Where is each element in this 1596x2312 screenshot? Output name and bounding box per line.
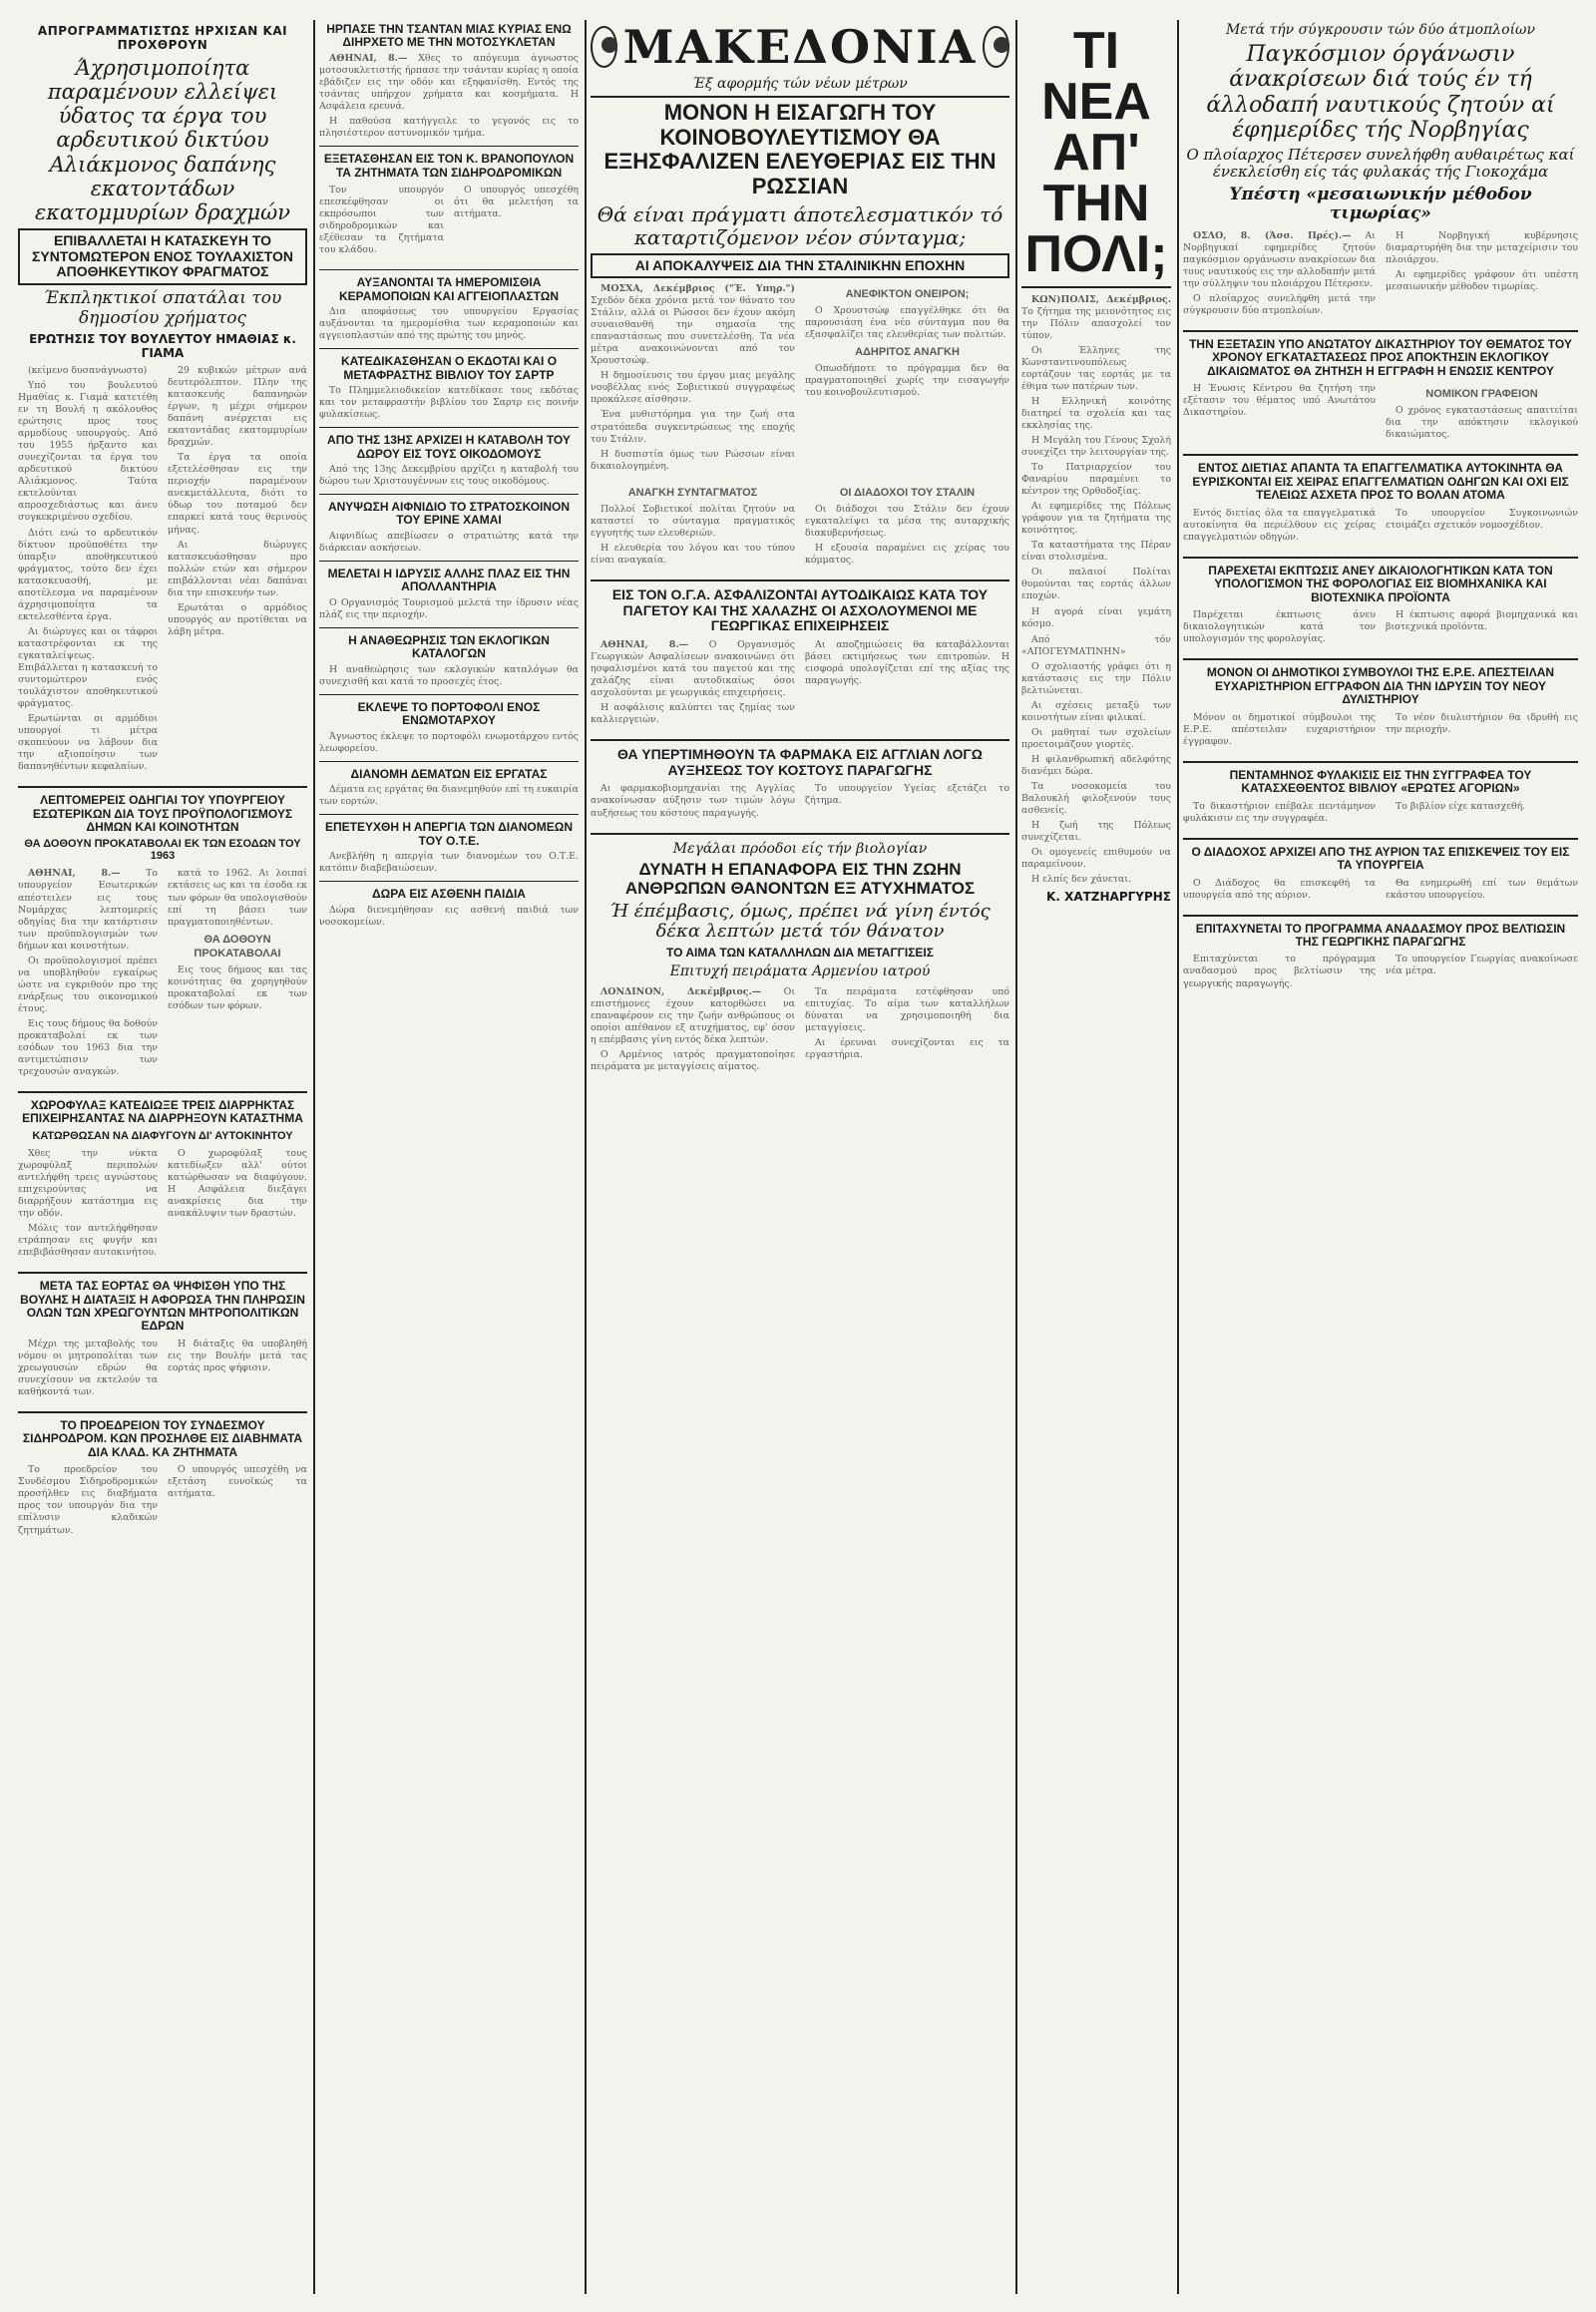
headline-land-consolidation: ΕΠΙΤΑΧΥΝΕΤΑΙ ΤΟ ΠΡΟΓΡΑΜΜΑ ΑΝΑΔΑΣΜΟΥ ΠΡΟΣ ΒΕΛΤΙΩΣΙΝ ΤΗΣ ΓΕΩΡΓΙΚΗΣ ΠΑΡΑΓΩΓΗΣ bbox=[1195, 921, 1566, 950]
column-4 bbox=[1021, 20, 1171, 2294]
article-body: Το υπουργείον Υγείας εξετάζει το ζήτημα. bbox=[805, 783, 1009, 807]
article-body: Δέματα εις εργάτας θα διανεμηθούν επί τη ευκαιρία των εορτών. bbox=[319, 784, 579, 808]
article-body: ΛΟΝΔΙΝΟΝ, Δεκέμβριος.— Οι επιστήμονες έχουν κατορθώσει να επαναφέρουν εις την ζωήν ανθρώπους οι οποίοι απέθανον εξ ατυχήματος, εφ' όσον η επέμβασις γίνη εντός δέκα λεπτών. Ο Αρμένιος ιατρός πραγματοποίησε πειράματα με μεταγγίσεις αίματος. bbox=[591, 985, 795, 1072]
signature: Κ. ΧΑΤΖΗΑΡΓΥΡΗΣ bbox=[1046, 890, 1171, 905]
article-body: κατά το 1962. Αι λοιπαί εκτάσεις ως και τα έσοδα εκ των φόρων θα υπολογισθούν επί τη βάσει των πραγματοποιηθέντων. ΘΑ ΔΟΘΟΥΝ ΠΡΟΚΑΤΑΒΟΛΑΙ Εις τους δήμους και τας κοινότητας θα χορηγηθούν προκαταβολαί εκ των εσόδων των φόρων. bbox=[168, 868, 307, 1011]
headline-taxis: ΕΝΤΟΣ ΔΙΕΤΙΑΣ ΑΠΑΝΤΑ ΤΑ ΕΠΑΓΓΕΛΜΑΤΙΚΑ ΑΥΤΟΚΙΝΗΤΑ ΘΑ ΕΥΡΙΣΚΟΝΤΑΙ ΕΙΣ ΧΕΙΡΑΣ ΕΠΑΓΓΕΛΜΑΤΙΩΝ ΟΔΗΓΩΝ ΚΑΙ ΟΧΙ ΕΙΣ ΤΕΛΕΙΩΣ ΑΣΧΕΤΑ ΠΡΟΣ ΤΟ ΒΟΛΑΝ ΑΤΟΜΑ bbox=[1192, 461, 1569, 503]
headline-norway: Παγκόσμιον όργάνωσιν άνακρίσεων διά τούς έν τή άλλοδαπή ναυτικούς ζητούν αί έφημερίδες τής Νορβηγίας bbox=[1206, 42, 1555, 143]
kicker: ΑΠΡΟΓΡΑΜΜΑΤΙΣΤΩΣ ΗΡΧΙΣΑΝ ΚΑΙ ΠΡΟΧΘΡΟΥΝ bbox=[37, 24, 288, 52]
article-body: Ο υπουργός υπεσχέθη να εξετάση ευνοϊκώς τα αιτήματα. bbox=[168, 1464, 307, 1500]
article-body: Η Νορβηγική κυβέρνησις διαμαρτυρήθη δια την μεταχείρισιν του πλοιάρχου. Αι εφημερίδες γράφουν ότι υπέστη μεσαιωνικήν μέθοδον τιμωρίας. bbox=[1386, 229, 1578, 292]
article-body: ΝΟΜΙΚΟΝ ΓΡΑΦΕΙΟΝ Ο χρόνος εγκαταστάσεως απαιτείται δια την απόκτησιν εκλογικού δικαιώματος. bbox=[1386, 388, 1578, 441]
headline-russia: ΜΟΝΟΝ Η ΕΙΣΑΓΩΓΗ ΤΟΥ ΚΟΙΝΟΒΟΥΛΕΥΤΙΣΜΟΥ ΘΑ ΕΞΗΣΦΑΛΙΖΕΝ ΕΛΕΥΘΕΡΙΑΣ ΕΙΣ ΤΗΝ ΡΩΣΣΙΑΝ bbox=[603, 100, 997, 198]
headline-book-author: ΠΕΝΤΑΜΗΝΟΣ ΦΥΛΑΚΙΣΙΣ ΕΙΣ ΤΗΝ ΣΥΓΓΡΑΦΕΑ ΤΟΥ ΚΑΤΑΣΧΕΘΕΝΤΟΣ ΒΙΒΛΙΟΥ «ΕΡΩΤΕΣ ΑΓΟΡΙΩΝ» bbox=[1229, 767, 1532, 796]
byline: ΕΡΩΤΗΣΙΣ ΤΟΥ ΒΟΥΛΕΥΤΟΥ ΗΜΑΘΙΑΣ κ. ΓΙΑΜΑ bbox=[29, 332, 296, 361]
article-body: Η αναθεώρησις των εκλογικών καταλόγων θα συνεχισθή και κατά το προσεχές έτος. bbox=[319, 663, 579, 687]
article-body: Το υπουργείον Συγκοινωνιών ετοιμάζει σχετικόν νομοσχέδιον. bbox=[1386, 507, 1578, 531]
emblem-icon bbox=[983, 26, 1009, 68]
section-subhead: ΟΙ ΔΙΑΔΟΧΟΙ ΤΟΥ ΣΤΑΛΙΝ bbox=[839, 486, 976, 499]
column-rule bbox=[1177, 20, 1179, 2294]
article-body: Αι αποζημιώσεις θα καταβάλλονται βάσει εκτιμήσεως των επιτροπών. Η εισφορά υπολογίζεται επί της αξίας της παραγωγής. bbox=[805, 638, 1009, 686]
article-body: Εντός διετίας όλα τα επαγγελματικά αυτοκίνητα θα περιέλθουν εις χείρας επαγγελματιών οδηγών. bbox=[1183, 507, 1376, 543]
headline-crown-prince: Ο ΔΙΑΔΟΧΟΣ ΑΡΧΙΖΕΙ ΑΠΟ ΤΗΣ ΑΥΡΙΟΝ ΤΑΣ ΕΠΙΣΚΕΨΕΙΣ ΤΟΥ ΕΙΣ ΤΑ ΥΠΟΥΡΓΕΙΑ bbox=[1191, 844, 1570, 873]
headline-supreme-court: ΤΗΝ ΕΞΕΤΑΣΙΝ ΥΠΟ ΑΝΩΤΑΤΟΥ ΔΙΚΑΣΤΗΡΙΟΥ ΤΟΥ ΘΕΜΑΤΟΣ ΤΟΥ ΧΡΟΝΟΥ ΕΓΚΑΤΑΣΤΑΣΕΩΣ ΠΡΟΣ ΑΠΟΚΤΗΣΙΝ ΕΚΛΟΓΙΚΟΥ ΔΙΚΑΙΩΜΑΤΟΣ ΘΑ ΖΗΤΗΣΗ Η ΕΓΓΡΑΦΗ Η ΕΝΩΣΙΣ ΚΕΝΤΡΟΥ bbox=[1189, 337, 1572, 378]
article-body: Από της 13ης Δεκεμβρίου αρχίζει η καταβολή του δώρου των Χριστουγέννων εις τους οικοδόμους. bbox=[319, 463, 579, 487]
article-body: 29 κυβικών μέτρων ανά δευτερόλεπτον. Πλην της κατασκευής δαπανηρών έργων, η μέχρι σήμερον δαπάνη ανέρχεται εις εκατοντάδας εκατομμυρίων δραχμών. Τα έργα τα οποία εξετελέσθησαν εις την περιοχήν παραμένουν ανεκμετάλλευτα, διότι το ύδωρ του ποταμού δεν επαρκεί κατά τους θερινούς μήνας. Αι διώρυγες κατασκευάσθησαν προ πολλών ετών και σήμερον επιβάλλονται νέαι δαπάναι δια την επισκευήν των. Ερωτάται ο αρμόδιος υπουργός αν προτίθεται να λάβη μέτρα. bbox=[168, 365, 307, 637]
headline-bag-snatch: ΗΡΠΑΣΕ ΤΗΝ ΤΣΑΝΤΑΝ ΜΙΑΣ ΚΥΡΙΑΣ ΕΝΩ ΔΙΗΡΧΕΤΟ ΜΕ ΤΗΝ ΜΟΤΟΣΥΚΛΕΤΑΝ bbox=[326, 22, 572, 50]
dateline: ΚΩΝ)ΠΟΛΙΣ, Δεκέμβριος. bbox=[1031, 293, 1171, 305]
article-body: Χθες την νύκτα χωροφύλαξ περιπολών αντελήφθη τρεις αγνώστους επιχειρούντας να διαρρήξουν κατάστημα εις την οδόν. Μόλις τον αντελήφθησαν ετράπησαν εις φυγήν και επεβιβάσθησαν αυτοκινήτου. bbox=[18, 1147, 158, 1259]
article-body: ΑΘΗΝΑΙ, 8.— Χθες το απόγευμα άγνωστος μοτοσυκλετιστής ήρπασε την τσάνταν κυρίας η οποία εβάδιζεν εις την οδόν και εξηφανίσθη. Εντός της τσάντας υπήρχον χρήματα και κοσμήματα. Η Ασφάλεια ερευνά. Η παθούσα κατήγγειλε το γεγονός εις το πλησιέστερον αστυνομικόν τμήμα. bbox=[319, 52, 579, 140]
article-body: Άγνωστος έκλεψε το πορτοφόλι ενωμοτάρχου εντός λεωφορείου. bbox=[319, 730, 579, 754]
subheadline-advances: ΘΑ ΔΟΘΟΥΝ ΠΡΟΚΑΤΑΒΟΛΑΙ ΕΚ ΤΩΝ ΕΣΟΔΩΝ ΤΟΥ 1963 bbox=[24, 838, 301, 863]
headline-revival: ΔΥΝΑΤΗ Η ΕΠΑΝΑΦΟΡΑ ΕΙΣ ΤΗΝ ΖΩΗΝ ΑΝΘΡΩΠΩΝ ΘΑΝΟΝΤΩΝ ΕΞ ΑΤΥΧΗΜΑΤΟΣ bbox=[624, 859, 976, 898]
section-subhead: ΑΔΗΡΙΤΟΣ ΑΝΑΓΚΗ bbox=[855, 346, 960, 359]
headline-aliakmon: Άχρησιμοποίητα παραμένουν ελλείψει ύδατος τα έργα του αρδευτικού δικτύου Αλιάκμονος δαπάνης εκατοντάδων εκατομμυρίων δραχμών bbox=[34, 56, 291, 224]
quote-source: Από τόν «ΑΠΟΓΕΥΜΑΤΙΝΗΝ» bbox=[1021, 633, 1171, 657]
article-body: Δώρα διενεμήθησαν εις ασθενή παιδιά των νοσοκομείων. bbox=[319, 904, 579, 928]
newspaper-page bbox=[18, 20, 1578, 2294]
article-body: ΟΙ ΔΙΑΔΟΧΟΙ ΤΟΥ ΣΤΑΛΙΝ Οι διάδοχοι του Στάλιν δεν έχουν εγκαταλείψει τα μέσα της αυταρχικής διακυβερνήσεως. Η εξουσία παραμένει εις χείρας του κόμματος. bbox=[805, 486, 1009, 566]
article-body: Ο Οργανισμός Τουρισμού μελετά την ίδρυσιν νέας πλάζ εις την περιοχήν. bbox=[319, 596, 579, 620]
headline-builders-gift: ΑΠΟ ΤΗΣ 13ΗΣ ΑΡΧΙΖΕΙ Η ΚΑΤΑΒΟΛΗ ΤΟΥ ΔΩΡΟΥ ΕΙΣ ΤΟΥΣ ΟΙΚΟΔΟΜΟΥΣ bbox=[327, 433, 571, 461]
headline-wallet: ΕΚΛΕΨΕ ΤΟ ΠΟΡΤΟΦΟΛΙ ΕΝΟΣ ΕΝΩΜΟΤΑΡΧΟΥ bbox=[357, 699, 541, 728]
article-body: ΑΘΗΝΑΙ, 8.— Ο Οργανισμός Γεωργικών Ασφαλίσεων ανακοινώνει ότι ησφαλισμένοι κατά του παγετού και της χαλάζης είναι αυτοδικαίως όσοι ασχολούνται με γεωργικάς επιχειρήσεις. Η ασφάλισις καλύπτει τας ζημίας των καλλιεργειών. bbox=[591, 638, 795, 726]
article-body: Τον υπουργόν επεσκέφθησαν οι εκπρόσωποι των σιδηροδρομικών και εξέθεσαν τα ζητήματα του κλάδου. bbox=[319, 184, 444, 256]
headline-councillors: ΜΟΝΟΝ ΟΙ ΔΗΜΟΤΙΚΟΙ ΣΥΜΒΟΥΛΟΙ ΤΗΣ Ε.Ρ.Ε. ΑΠΕΣΤΕΙΛΑΝ ΕΥΧΑΡΙΣΤΗΡΙΟΝ ΕΓΓΡΑΦΟΝ ΔΙΑ ΤΗΝ ΙΔΡΥΣΙΝ ΤΟΥ ΝΕΟΥ ΔΥΛΙΣΤΗΡΙΟΥ bbox=[1206, 665, 1555, 707]
article-body: Μέχρι της μεταβολής του νόμου οι μητροπολίται των χρεωγουσών εδρών θα συνεχίσουν να εκτελούν τα καθήκοντά των. bbox=[18, 1338, 158, 1397]
headline-budgets: ΛΕΠΤΟΜΕΡΕΙΣ ΟΔΗΓΙΑΙ ΤΟΥ ΥΠΟΥΡΓΕΙΟΥ ΕΣΩΤΕΡΙΚΩΝ ΔΙΑ ΤΟΥΣ ΠΡΟΫΠΟΛΟΓΙΣΜΟΥΣ ΔΗΜΩΝ ΚΑΙ ΚΟΙΝΟΤΗΤΩΝ bbox=[32, 793, 293, 834]
article-body: Το νέον διυλιστήριον θα ιδρυθή εις την περιοχήν. bbox=[1386, 711, 1578, 735]
column-rule bbox=[1015, 20, 1017, 2294]
subheadline-constitution: Θά είναι πράγματι άποτελεσματικόν τό καταρτιζόμενον νέον σύνταγμα; bbox=[597, 201, 1003, 249]
article-body: Το Πλημμελειοδικείον κατεδίκασε τους εκδότας και τον μεταφραστήν βιβλίου του Σαρτρ εις ποινήν φυλακίσεως. bbox=[319, 385, 579, 421]
column-title: ΤΙ ΝΕΑ ΑΠ' ΤΗΝ ΠΟΛΙ; bbox=[1024, 22, 1168, 283]
article-body: Το δικαστήριον επέβαλε πεντάμηνον φυλάκισιν εις την συγγραφέα. bbox=[1183, 800, 1376, 824]
column-rule bbox=[313, 20, 315, 2294]
kicker: Έξ αφορμής τών νέων μέτρων bbox=[692, 76, 908, 92]
column-2 bbox=[319, 20, 579, 2294]
dateline: ΟΣΛΟ, 8. (Άσσ. Πρές).— bbox=[1193, 229, 1352, 241]
headline-military: ΑΝΥΨΩΣΗ ΑΙΦΝΙΔΙΟ ΤΟ ΣΤΡΑΤΟΣΚΟΙΝΟΝ ΤΟΥ ΕΡΙΝΕ ΧΑΜΑΙ bbox=[327, 500, 571, 528]
subheadline-advances-2: ΘΑ ΔΟΘΟΥΝ ΠΡΟΚΑΤΑΒΟΛΑΙ bbox=[194, 933, 281, 960]
article-body: Επιταχύνεται το πρόγραμμα αναδασμού προς βελτίωσιν της γεωργικής παραγωγής. bbox=[1183, 954, 1376, 989]
article-body: Δια αποφάσεως του υπουργείου Εργασίας αυξάνονται τα ημερομίσθια των κεραμοποιών και αγγειοπλαστών από της πρώτης του μηνός. bbox=[319, 306, 579, 342]
dateline: ΑΘΗΝΑΙ, 8.— bbox=[28, 868, 121, 880]
subheadline-stalin: ΑΙ ΑΠΟΚΑΛΥΨΕΙΣ ΔΙΑ ΤΗΝ ΣΤΑΛΙΝΙΚΗΝ ΕΠΟΧΗΝ bbox=[591, 253, 1009, 279]
headline-electoral-lists: Η ΑΝΑΘΕΩΡΗΣΙΣ ΤΩΝ ΕΚΛΟΓΙΚΩΝ ΚΑΤΑΛΟΓΩΝ bbox=[348, 632, 550, 661]
article-body: Τα πειράματα εστέφθησαν υπό επιτυχίας. Το αίμα των καταλλήλων δύναται να χρησιμοποιηθή δια μεταγγίσεις. Αι έρευναι συνεχίζονται εις τα εργαστήρια. bbox=[805, 985, 1009, 1060]
article-body: Ο υπουργός υπεσχέθη ότι θα μελετήση τα αιτήματα. bbox=[454, 184, 579, 220]
headline-metropoleis: ΜΕΤΑ ΤΑΣ ΕΟΡΤΑΣ ΘΑ ΨΗΦΙΣΘΗ ΥΠΟ ΤΗΣ ΒΟΥΛΗΣ Η ΔΙΑΤΑΞΙΣ Η ΑΦΟΡΩΣΑ ΤΗΝ ΠΛΗΡΩΣΙΝ ΟΛΩΝ ΤΩΝ ΧΡΕΩΓΟΥΝΤΩΝ ΜΗΤΡΟΠΟΛΙΤΙΚΩΝ ΕΔΡΩΝ bbox=[20, 1279, 305, 1334]
kicker: Μετά τήν σύγκρουσιν τών δύο άτμοπλοίων bbox=[1226, 22, 1535, 38]
headline-sartre: ΚΑΤΕΔΙΚΑΣΘΗΣΑΝ Ο ΕΚΔΟΤΑΙ ΚΑΙ Ο ΜΕΤΑΦΡΑΣΤΗΣ ΒΙΒΛΙΟΥ ΤΟΥ ΣΑΡΤΡ bbox=[340, 354, 558, 382]
filler-text: (κείμενο δυσανάγνωστο) bbox=[28, 365, 148, 377]
headline-ote-strike: ΕΠΕΤΕΥΧΘΗ Η ΑΠΕΡΓΙΑ ΤΩΝ ΔΙΑΝΟΜΕΩΝ ΤΟΥ Ο.Τ.Ε. bbox=[325, 820, 573, 848]
headline-railway: ΕΞΕΤΑΣΘΗΣΑΝ ΕΙΣ ΤΟΝ Κ. ΒΡΑΝΟΠΟΥΛΟΝ ΤΑ ΖΗΤΗΜΑΤΑ ΤΩΝ ΣΙΔΗΡΟΔΡΟΜΙΚΩΝ bbox=[323, 152, 575, 180]
article-body: ΑΘΗΝΑΙ, 8.— Το υπουργείον Εσωτερικών απέστειλεν εις τους Νομάρχας λεπτομερείς οδηγίας δια την κατάρτισιν των προϋπολογισμών των δήμων και κοινοτήτων. Οι προϋπολογισμοί πρέπει να υποβληθούν εγκαίρως ώστε να εγκριθούν προ της ενάρξεως του οικονομικού έτους. Εις τους δήμους θα δοθούν προκαταβολαί εκ των εσόδων του 1963 δια την αντιμετώπισιν των τρεχουσών αναγκών. bbox=[18, 868, 158, 1077]
column-rule bbox=[585, 20, 587, 2294]
subheadline-blood: ΤΟ ΑΙΜΑ ΤΩΝ ΚΑΤΑΛΛΗΛΩΝ ΔΙΑ ΜΕΤΑΓΓΙΣΕΙΣ bbox=[666, 945, 934, 960]
headline-burglars: ΧΩΡΟΦΥΛΑΞ ΚΑΤΕΔΙΩΞΕ ΤΡΕΙΣ ΔΙΑΡΡΗΚΤΑΣ ΕΠΙΧΕΙΡΗΣΑΝΤΑΣ ΝΑ ΔΙΑΡΡΗΞΟΥΝ ΚΑΤΑΣΤΗΜΑ bbox=[22, 1097, 303, 1126]
column-1 bbox=[18, 20, 307, 2294]
headline-beach: ΜΕΛΕΤΑΙ Η ΙΔΡΥΣΙΣ ΑΛΛΗΣ ΠΛΑΖ ΕΙΣ ΤΗΝ ΑΠΟΛΛΑΝΤΗΡΙΑ bbox=[327, 566, 571, 594]
article-body: Από τόν «ΑΠΟΓΕΥΜΑΤΙΝΗΝ» Ο σχολιαστής γράφει ότι η κατάστασις εις την Πόλιν βελτιώνεται. Αι σχέσεις μεταξύ των κοινοτήτων είναι φιλικαί. Οι μαθηταί των σχολείων προετοιμάζουν γιορτές. Η φιλανθρωπική αδελφότης διανέμει δώρα. Τα νοσοκομεία του Βαλουκλή φιλοξενούν τους ασθενείς. Η ζωή της Πόλεως συνεχίζεται. Οι ομογενείς επιθυμούν να παραμείνουν. Η ελπίς δεν χάνεται. bbox=[1021, 633, 1171, 886]
article-body: ΜΟΣΧΑ, Δεκέμβριος ("Έ. Υπηρ.") Σχεδόν δέκα χρόνια μετά τον θάνατο του Στάλιν, αλλά οι Ρώσσοι δεν έχουν ακόμη συναισθανθή την σημασία της επαναστάσεως που συνετελέσθη. Τα νέα μέτρα ανακοινώνονται από τον Χρουστσώφ. Η δημοσίευσις του έργου μιας μεγάλης νουβέλλας ενός Σοβιετικού συγγραφέως προκάλεσε αίσθησιν. Ένα μυθιστόρημα για την ζωή στα στρατόπεδα συγκεντρώσεως της εποχής του Στάλιν. Η δυσπιστία όμως των Ρώσσων είναι δικαιολογημένη. bbox=[591, 283, 795, 472]
dateline: ΑΘΗΝΑΙ, 8.— bbox=[329, 52, 408, 64]
subheadline-waste: Έκπληκτικοί σπατάλαι του δημοσίου χρήματος bbox=[43, 288, 282, 328]
article-body: Θα ενημερωθή επί των θεμάτων εκάστου υπουργείου. bbox=[1386, 877, 1578, 901]
article-body: Ανεβλήθη η απεργία των διανομέων του Ο.Τ.Ε. κατόπιν διαβεβαιώσεων. bbox=[319, 851, 579, 875]
article-body: Αιφνιδίως απεβίωσεν ο στρατιώτης κατά την διάρκειαν ασκήσεων. bbox=[319, 530, 579, 554]
article-body: ΑΝΕΦΙΚΤΟΝ ΟΝΕΙΡΟΝ; Ο Χρουστσώφ επαγγέλθηκε ότι θα παρουσιάση ένα νέο σύνταγμα που θα εξασφαλίζει τας ελευθερίας των πολιτών. ΑΔΗΡΙΤΟΣ ΑΝΑΓΚΗ Οπωσδήποτε το πρόγραμμα δεν θα πραγματοποιηθεί χωρίς την εισαγωγήν του κοινοβουλευτισμού. bbox=[805, 288, 1009, 399]
subheadline-petersen: Ο πλοίαρχος Πέτερσεν συνελήφθη αυθαιρέτως καί ένεκλείσθη είς τάς φυλακάς τής Γιοκοχάμα bbox=[1186, 146, 1575, 182]
headline-oga-insurance: ΕΙΣ ΤΟΝ Ο.Γ.Α. ΑΣΦΑΛΙΖΟΝΤΑΙ ΑΥΤΟΔΙΚΑΙΩΣ ΚΑΤΑ ΤΟΥ ΠΑΓΕΤΟΥ ΚΑΙ ΤΗΣ ΧΑΛΑΖΗΣ ΟΙ ΑΣΧΟΛΟΥΜΕΝΟΙ ΜΕ ΓΕΩΡΓΙΚΑΣ ΕΠΙΧΕΙΡΗΣΕΙΣ bbox=[611, 585, 989, 634]
headline-gifts-children: ΔΩΡΑ ΕΙΣ ΑΣΘΕΝΗ ΠΑΙΔΙΑ bbox=[372, 887, 526, 902]
masthead bbox=[591, 20, 1009, 98]
article-body: Ο Διάδοχος θα επισκεφθή τα υπουργεία από της αύριον. bbox=[1183, 877, 1376, 901]
emblem-icon bbox=[591, 26, 617, 68]
headline-railway-union: ΤΟ ΠΡΟΕΔΡΕΙΟΝ ΤΟΥ ΣΥΝΔΕΣΜΟΥ ΣΙΔΗΡΟΔΡΟΜ. ΚΩΝ ΠΡΟΣΗΛΘΕ ΕΙΣ ΔΙΑΒΗΜΑΤΑ ΔΙΑ ΚΛΑΔ. ΚΑ ΖΗΤΗΜΑΤΑ bbox=[22, 1418, 303, 1459]
article-body: ΚΩΝ)ΠΟΛΙΣ, Δεκέμβριος. Το ζήτημα της μειονότητος εις την Πόλιν απασχολεί τον τύπον. Οι Έλληνες της Κωνσταντινουπόλεως εορτάζουν τας εορτάς με τα έθιμα των πατέρων των. Η Ελληνική κοινότης διατηρεί τα σχολεία και τας εκκλησίας της. Η Μεγάλη του Γένους Σχολή συνεχίζει την λειτουργίαν της. Το Πατριαρχείον του Φαναρίου παραμένει το κέντρον της Ορθοδοξίας. Αι εφημερίδες της Πόλεως γράφουν για τα ζητήματα της κοινότητος. Τα καταστήματα της Πέραν είναι στολισμένα. Οι παλαιοί Πολίται θυμούνται τας εορτάς άλλων εποχών. Η αγορά είναι γεμάτη κόσμο. bbox=[1021, 293, 1171, 629]
headline-wages: ΑΥΞΑΝΟΝΤΑΙ ΤΑ ΗΜΕΡΟΜΙΣΘΙΑ ΚΕΡΑΜΟΠΟΙΩΝ ΚΑΙ ΑΓΓΕΙΟΠΛΑΣΤΩΝ bbox=[339, 275, 559, 303]
headline-parcels: ΔΙΑΝΟΜΗ ΔΕΜΑΤΩΝ ΕΙΣ ΕΡΓΑΤΑΣ bbox=[350, 766, 548, 781]
article-body: Το υπουργείον Γεωργίας ανακοίνωσε νέα μέτρα. bbox=[1386, 954, 1578, 977]
subheadline-ten-minutes: Ή έπέμβασις, όμως, πρέπει νά γίνη έντός δέκα λεπτών μετά τόν θάνατον bbox=[609, 900, 991, 943]
dateline: ΛΟΝΔΙΝΟΝ, Δεκέμβριος.— bbox=[600, 985, 762, 997]
article-body: Αι φαρμακοβιομηχανίαι της Αγγλίας ανακοίνωσαν αύξησιν των τιμών λόγω αυξήσεως του κόστους παραγωγής. bbox=[591, 783, 795, 819]
kicker: Μεγάλαι πρόοδοι είς τήν βιολογίαν bbox=[672, 840, 928, 857]
center-block bbox=[591, 20, 1009, 2294]
article-body: Μόνον οι δημοτικοί σύμβουλοι της Ε.Ρ.Ε. απέστειλαν ευχαριστήριον έγγραφον. bbox=[1183, 711, 1376, 747]
article-body: ΟΣΛΟ, 8. (Άσσ. Πρές).— Αι Νορβηγικαί εφημερίδες ζητούν παγκόσμιον οργάνωσιν ανακρίσεων δια τους ναυτικούς εις την αλλοδαπήν μετά την σύλληψιν του πλοιάρχου Πέτερσεν. Ο πλοίαρχος συνελήφθη μετά την σύγκρουσιν δύο ατμοπλοίων. bbox=[1183, 229, 1376, 316]
headline-medicines: ΘΑ ΥΠΕΡΤΙΜΗΘΟΥΝ ΤΑ ΦΑΡΜΑΚΑ ΕΙΣ ΑΓΓΛΙΑΝ ΛΟΓΩ ΑΥΞΗΣΕΩΣ ΤΟΥ ΚΟΣΤΟΥΣ ΠΑΡΑΓΩΓΗΣ bbox=[616, 746, 983, 778]
article-body: Παρέχεται έκπτωσις άνευ δικαιολογητικών κατά τον υπολογισμόν της φορολογίας. bbox=[1183, 609, 1376, 645]
section-subhead: ΝΟΜΙΚΟΝ ΓΡΑΦΕΙΟΝ bbox=[1425, 388, 1538, 401]
article-body: Η έκπτωσις αφορά βιομηχανικά και βιοτεχνικά προϊόντα. bbox=[1386, 609, 1578, 633]
headline-tax-deduction: ΠΑΡΕΧΕΤΑΙ ΕΚΠΤΩΣΙΣ ΑΝΕΥ ΔΙΚΑΙΟΛΟΓΗΤΙΚΩΝ ΚΑΤΑ ΤΟΝ ΥΠΟΛΟΓΙΣΜΟΝ ΤΗΣ ΦΟΡΟΛΟΓΙΑΣ ΕΙΣ ΒΙΟΜΗΧΑΝΙΚΑ ΚΑΙ ΒΙΟΤΕΧΝΙΚΑ ΠΡΟΪΟΝΤΑ bbox=[1208, 563, 1553, 604]
article-body: Η Ένωσις Κέντρου θα ζητήση την εξέτασιν του θέματος υπό Ανωτάτου Δικαστηρίου. bbox=[1183, 383, 1376, 419]
subheadline-medieval: Υπέστη «μεσαιωνικήν μέθοδον τιμωρίας» bbox=[1229, 184, 1532, 224]
article-body: Η διάταξις θα υποβληθή εις την Βουλήν μετά τας εορτάς προς ψήφισιν. bbox=[168, 1338, 307, 1373]
article-body: Ο χωροφύλαξ τους κατεδίωξεν αλλ' ούτοι κατώρθωσαν να διαφύγουν. Η Ασφάλεια διεξάγει ανακρίσεις δια την ανακάλυψιν των δραστών. bbox=[168, 1147, 307, 1219]
article-body: Το προεδρείον του Συνδέσμου Σιδηροδρομικών προσήλθεν εις διαβήματα προς τον υπουργόν δια την επίλυσιν κλαδικών ζητημάτων. bbox=[18, 1464, 158, 1536]
article-body: Το βιβλίον είχε κατασχεθή. bbox=[1396, 800, 1526, 812]
dateline: ΜΟΣΧΑ, Δεκέμβριος ("Έ. Υπηρ.") bbox=[600, 283, 795, 295]
section-subhead: ΑΝΕΦΙΚΤΟΝ ΟΝΕΙΡΟΝ; bbox=[845, 288, 970, 301]
subheadline-experiments: Επιτυχή πειράματα Αρμενίου ιατρού bbox=[669, 963, 931, 980]
subheadline-escape: ΚΑΤΩΡΘΩΣΑΝ ΝΑ ΔΙΑΦΥΓΟΥΝ ΔΙ' ΑΥΤΟΚΙΝΗΤΟΥ bbox=[32, 1129, 293, 1142]
dateline: ΑΘΗΝΑΙ, 8.— bbox=[600, 638, 688, 650]
article-body: (κείμενο δυσανάγνωστο) Υπό του βουλευτού Ημαθίας κ. Γιαμά κατετέθη εν τη Βουλή η ακόλουθος ερώτησις προς τους αρμοδίους υπουργούς. Από του 1955 ήρξαντο και συνεχίζονται τα έργα του αρδευτικού δικτύου Αλιάκμονος. Ταύτα εκτελούνται απροσχεδιάστως και άνευ συγκεκριμένου σχεδίου. Διότι ενώ το αρδευτικόν δίκτυον προϋποθέτει την ύπαρξιν αποθηκευτικού φράγματος, τούτο δεν έχει κατασκευασθή, με αποτέλεσμα να παραμένουν άχρησιμοποίητα τα εκτελεσθέντα έργα. Αι διώρυγες και οι τάφροι καταστρέφονται εκ της εγκαταλείψεως. Επιβάλλεται η κατασκευή το συντομώτερον ενός τουλάχιστον αποθηκευτικού φράγματος. Ερωτώνται οι αρμόδιοι υπουργοί τι μέτρα σκοπεύουν να λάβουν δια την αξιοποίησιν των δαπανηθέντων κεφαλαίων. bbox=[18, 365, 158, 773]
subheadline-dam: ΕΠΙΒΑΛΛΕΤΑΙ Η ΚΑΤΑΣΚΕΥΗ ΤΟ ΣΥΝΤΟΜΩΤΕΡΟΝ ΕΝΟΣ ΤΟΥΛΑΧΙΣΤΟΝ ΑΠΟΘΗΚΕΥΤΙΚΟΥ ΦΡΑΓΜΑΤΟΣ bbox=[18, 228, 307, 285]
newspaper-title: ΜΑΚΕΔΟΝΙΑ bbox=[622, 20, 978, 74]
section-subhead: ΑΝΑΓΚΗ ΣΥΝΤΑΓΜΑΤΟΣ bbox=[627, 486, 758, 499]
article-body: ΑΝΑΓΚΗ ΣΥΝΤΑΓΜΑΤΟΣ Πολλοί Σοβιετικοί πολίται ζητούν να καταστεί το σύνταγμα πραγματικός εγγυητής των ελευθεριών. Η ελευθερία του λόγου και του τύπου είναι αναγκαία. bbox=[591, 486, 795, 566]
column-5 bbox=[1183, 20, 1578, 2294]
